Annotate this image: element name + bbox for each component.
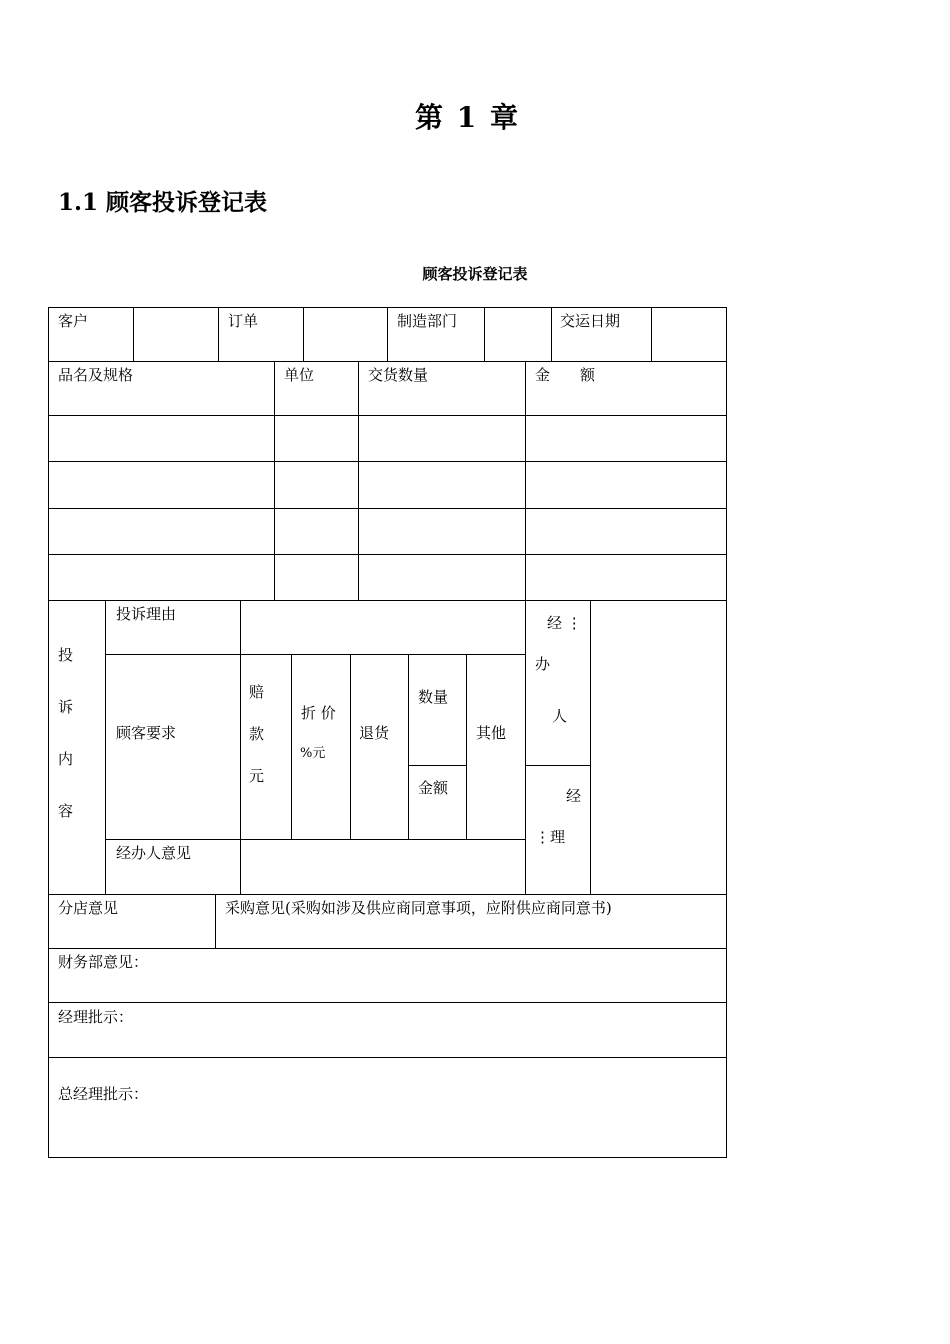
label-name-spec: 品名及规格 (58, 366, 134, 384)
row-line (48, 948, 727, 949)
col-line (387, 307, 388, 361)
section-heading: 1.1 顾客投诉登记表 (58, 189, 268, 216)
table-border-left (48, 307, 49, 1158)
label-manager-approval: 经理批示： (58, 1008, 134, 1026)
label-compensation-char: 款 (249, 725, 265, 743)
label-other: 其他 (476, 724, 507, 742)
row-line (48, 361, 727, 362)
label-request: 顾客要求 (116, 724, 177, 742)
label-handler-opinion: 经办人意见 (116, 844, 192, 862)
col-line (350, 654, 351, 839)
table-border-bottom (48, 1157, 727, 1158)
col-line (274, 361, 275, 600)
col-line (240, 600, 241, 894)
row-line (48, 1002, 727, 1003)
label-quantity: 数量 (418, 688, 449, 706)
label-amount: 金 额 (535, 366, 596, 384)
label-discount: 折 价 (301, 704, 336, 722)
label-compensation-char: 赔 (249, 683, 265, 701)
chapter-heading: 第 1 章 (415, 101, 520, 134)
row-line (48, 600, 727, 601)
label-return: 退货 (359, 724, 390, 742)
row-line (105, 839, 526, 840)
col-line (291, 654, 292, 839)
label-qty: 交货数量 (368, 366, 429, 384)
label-branch-opinion: 分店意见 (58, 899, 119, 917)
col-line (215, 894, 216, 948)
label-handler-char: 人 (552, 707, 568, 725)
label-manager-char: ⋮理 (535, 828, 566, 846)
row-line (408, 765, 467, 766)
col-line (525, 361, 526, 600)
col-line (105, 600, 106, 894)
row-line (48, 1057, 727, 1058)
col-line (133, 307, 134, 361)
row-line (105, 654, 526, 655)
col-line (218, 307, 219, 361)
col-line (358, 361, 359, 600)
complaint-form-table (48, 307, 727, 1158)
col-line (466, 654, 467, 839)
label-complaint-char: 容 (58, 802, 74, 820)
col-line (590, 600, 591, 894)
row-line (48, 508, 727, 509)
row-line (48, 894, 727, 895)
row-line (525, 765, 591, 766)
col-line (651, 307, 652, 361)
col-line (484, 307, 485, 361)
row-line (48, 415, 727, 416)
label-unit: 单位 (284, 366, 315, 384)
form-title: 顾客投诉登记表 (422, 265, 528, 283)
label-order: 订单 (228, 312, 259, 330)
table-border-right (726, 307, 727, 1158)
label-complaint-char: 内 (58, 750, 74, 768)
label-purchase-opinion: 采购意见(采购如涉及供应商同意事项，应附供应商同意书) (225, 899, 612, 917)
label-finance-opinion: 财务部意见： (58, 953, 149, 971)
label-dept: 制造部门 (397, 312, 458, 330)
label-ship-date: 交运日期 (560, 312, 621, 330)
label-manager-char: 经 (566, 787, 582, 805)
col-line (303, 307, 304, 361)
label-sub-amount: 金额 (418, 779, 449, 797)
label-handler-char: 经 ⋮ (547, 614, 582, 632)
col-line (525, 600, 526, 894)
label-compensation-char: 元 (249, 767, 265, 785)
label-reason: 投诉理由 (116, 605, 177, 623)
label-complaint-char: 投 (58, 646, 74, 664)
col-line (408, 654, 409, 839)
col-line (551, 307, 552, 361)
row-line (48, 554, 727, 555)
label-complaint-char: 诉 (58, 698, 74, 716)
label-customer: 客户 (58, 312, 89, 330)
label-discount-unit: %元 (300, 746, 326, 761)
label-gm-approval: 总经理批示： (58, 1085, 149, 1103)
label-handler-char: 办 (535, 655, 551, 673)
row-line (48, 461, 727, 462)
